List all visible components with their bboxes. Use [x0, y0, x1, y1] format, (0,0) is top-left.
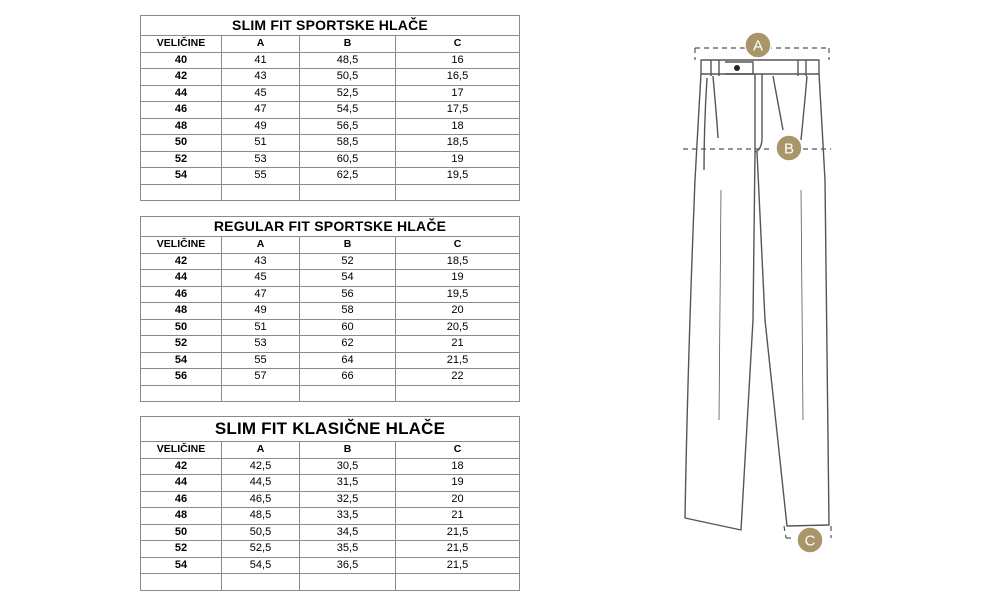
size-cell: 50	[141, 319, 222, 336]
measurement-cell: 66	[300, 369, 396, 386]
measurement-cell: 34,5	[300, 524, 396, 541]
measurement-cell: 62	[300, 336, 396, 353]
size-cell: 42	[141, 69, 222, 86]
column-header-c: C	[396, 36, 520, 53]
table-row	[141, 102, 520, 119]
table-row	[141, 168, 520, 185]
trousers-outline	[685, 60, 829, 530]
measurement-cell: 44,5	[222, 475, 300, 492]
measurement-cell: 19,5	[396, 286, 520, 303]
table-row	[141, 118, 520, 135]
measurement-cell: 19,5	[396, 168, 520, 185]
empty-cell	[396, 574, 520, 591]
measurement-cell: 49	[222, 118, 300, 135]
measurement-cell: 46,5	[222, 491, 300, 508]
measurement-cell: 21,5	[396, 352, 520, 369]
measurement-cell: 54,5	[222, 557, 300, 574]
measurement-cell: 54	[300, 270, 396, 287]
size-cell: 52	[141, 336, 222, 353]
measurement-cell: 42,5	[222, 458, 300, 475]
size-cell: 42	[141, 253, 222, 270]
empty-cell	[141, 385, 222, 402]
column-header-a: A	[222, 442, 300, 459]
size-cell: 44	[141, 85, 222, 102]
measurement-cell: 17	[396, 85, 520, 102]
size-cell: 48	[141, 303, 222, 320]
measurement-cell: 32,5	[300, 491, 396, 508]
measurement-cell: 21	[396, 336, 520, 353]
table-row	[141, 491, 520, 508]
empty-cell	[222, 385, 300, 402]
measurement-cell: 51	[222, 135, 300, 152]
table-row	[141, 369, 520, 386]
table-row	[141, 541, 520, 558]
measurement-cell: 53	[222, 336, 300, 353]
table-row	[141, 286, 520, 303]
table-row	[141, 458, 520, 475]
column-header-a: A	[222, 237, 300, 254]
marker-a	[745, 32, 771, 58]
measurement-cell: 21,5	[396, 541, 520, 558]
marker-c	[797, 527, 823, 553]
measurement-cell: 50,5	[300, 69, 396, 86]
table-row	[141, 336, 520, 353]
empty-cell	[300, 184, 396, 201]
size-table-slim-fit-sport	[140, 15, 520, 201]
measurement-cell: 48,5	[300, 52, 396, 69]
measurement-cell: 52	[300, 253, 396, 270]
table-row	[141, 52, 520, 69]
trousers-measurement-diagram	[655, 20, 845, 560]
measurement-cell: 17,5	[396, 102, 520, 119]
measurement-cell: 19	[396, 151, 520, 168]
column-header-b: B	[300, 36, 396, 53]
table-row	[141, 557, 520, 574]
empty-cell	[396, 385, 520, 402]
measurement-cell: 47	[222, 286, 300, 303]
size-cell: 50	[141, 135, 222, 152]
measurement-cell: 20	[396, 491, 520, 508]
size-cell: 46	[141, 286, 222, 303]
measurement-cell: 54,5	[300, 102, 396, 119]
size-cell: 46	[141, 102, 222, 119]
empty-cell	[300, 385, 396, 402]
size-cell: 48	[141, 118, 222, 135]
empty-cell	[141, 574, 222, 591]
marker-b	[776, 135, 802, 161]
svg-text:C: C	[804, 532, 816, 550]
measurement-cell: 36,5	[300, 557, 396, 574]
empty-row	[141, 385, 520, 402]
size-cell: 54	[141, 168, 222, 185]
empty-cell	[300, 574, 396, 591]
empty-cell	[222, 184, 300, 201]
measurement-cell: 43	[222, 253, 300, 270]
measurement-cell: 21,5	[396, 524, 520, 541]
table-row	[141, 151, 520, 168]
measurement-cell: 50,5	[222, 524, 300, 541]
table-row	[141, 135, 520, 152]
measurement-cell: 18,5	[396, 135, 520, 152]
size-cell: 44	[141, 270, 222, 287]
column-header-b: B	[300, 237, 396, 254]
table-row	[141, 524, 520, 541]
measurement-cell: 31,5	[300, 475, 396, 492]
column-header-a: A	[222, 36, 300, 53]
measurement-cell: 51	[222, 319, 300, 336]
table-row	[141, 69, 520, 86]
size-cell: 44	[141, 475, 222, 492]
size-cell: 52	[141, 151, 222, 168]
size-cell: 54	[141, 557, 222, 574]
measurement-cell: 45	[222, 85, 300, 102]
column-header-c: C	[396, 237, 520, 254]
measurement-cell: 58,5	[300, 135, 396, 152]
size-table-regular-fit-sport	[140, 216, 520, 402]
measurement-cell: 55	[222, 352, 300, 369]
column-header-b: B	[300, 442, 396, 459]
measurement-cell: 53	[222, 151, 300, 168]
svg-text:B: B	[783, 140, 795, 158]
measurement-cell: 58	[300, 303, 396, 320]
measurement-cell: 45	[222, 270, 300, 287]
table-row	[141, 85, 520, 102]
measurement-cell: 30,5	[300, 458, 396, 475]
measurement-cell: 56,5	[300, 118, 396, 135]
table-title: SLIM FIT SPORTSKE HLAČE	[141, 16, 520, 36]
table-title: REGULAR FIT SPORTSKE HLAČE	[141, 217, 520, 237]
column-header-c: C	[396, 442, 520, 459]
measurement-cell: 20	[396, 303, 520, 320]
measurement-cell: 41	[222, 52, 300, 69]
measurement-cell: 52,5	[222, 541, 300, 558]
svg-text:A: A	[752, 37, 764, 55]
column-header-size: VELIČINE	[141, 442, 222, 459]
column-header-size: VELIČINE	[141, 237, 222, 254]
measurement-cell: 16,5	[396, 69, 520, 86]
measurement-cell: 20,5	[396, 319, 520, 336]
size-cell: 54	[141, 352, 222, 369]
size-cell: 46	[141, 491, 222, 508]
measurement-cell: 35,5	[300, 541, 396, 558]
empty-cell	[141, 184, 222, 201]
measurement-cell: 16	[396, 52, 520, 69]
measurement-cell: 60	[300, 319, 396, 336]
measurement-cell: 18	[396, 118, 520, 135]
table-title: SLIM FIT KLASIČNE HLAČE	[141, 417, 520, 442]
measurement-cell: 62,5	[300, 168, 396, 185]
measurement-cell: 19	[396, 475, 520, 492]
empty-cell	[396, 184, 520, 201]
table-row	[141, 508, 520, 525]
size-cell: 50	[141, 524, 222, 541]
measurement-cell: 48,5	[222, 508, 300, 525]
measurement-cell: 21	[396, 508, 520, 525]
measurement-cell: 52,5	[300, 85, 396, 102]
measurement-cell: 18,5	[396, 253, 520, 270]
size-table-slim-fit-classic	[140, 416, 520, 591]
empty-cell	[222, 574, 300, 591]
table-row	[141, 475, 520, 492]
table-row	[141, 303, 520, 320]
measurement-cell: 57	[222, 369, 300, 386]
table-row	[141, 253, 520, 270]
size-cell: 48	[141, 508, 222, 525]
size-cell: 40	[141, 52, 222, 69]
measurement-cell: 56	[300, 286, 396, 303]
empty-row	[141, 184, 520, 201]
measurement-cell: 60,5	[300, 151, 396, 168]
column-header-size: VELIČINE	[141, 36, 222, 53]
measurement-cell: 64	[300, 352, 396, 369]
measurement-cell: 43	[222, 69, 300, 86]
empty-row	[141, 574, 520, 591]
measurement-cell: 55	[222, 168, 300, 185]
measurement-cell: 19	[396, 270, 520, 287]
button-icon	[734, 65, 740, 71]
measurement-cell: 22	[396, 369, 520, 386]
size-cell: 52	[141, 541, 222, 558]
table-row	[141, 270, 520, 287]
measurement-cell: 33,5	[300, 508, 396, 525]
size-cell: 56	[141, 369, 222, 386]
measurement-cell: 49	[222, 303, 300, 320]
measurement-cell: 21,5	[396, 557, 520, 574]
table-row	[141, 352, 520, 369]
measurement-cell: 47	[222, 102, 300, 119]
table-row	[141, 319, 520, 336]
size-cell: 42	[141, 458, 222, 475]
measurement-cell: 18	[396, 458, 520, 475]
